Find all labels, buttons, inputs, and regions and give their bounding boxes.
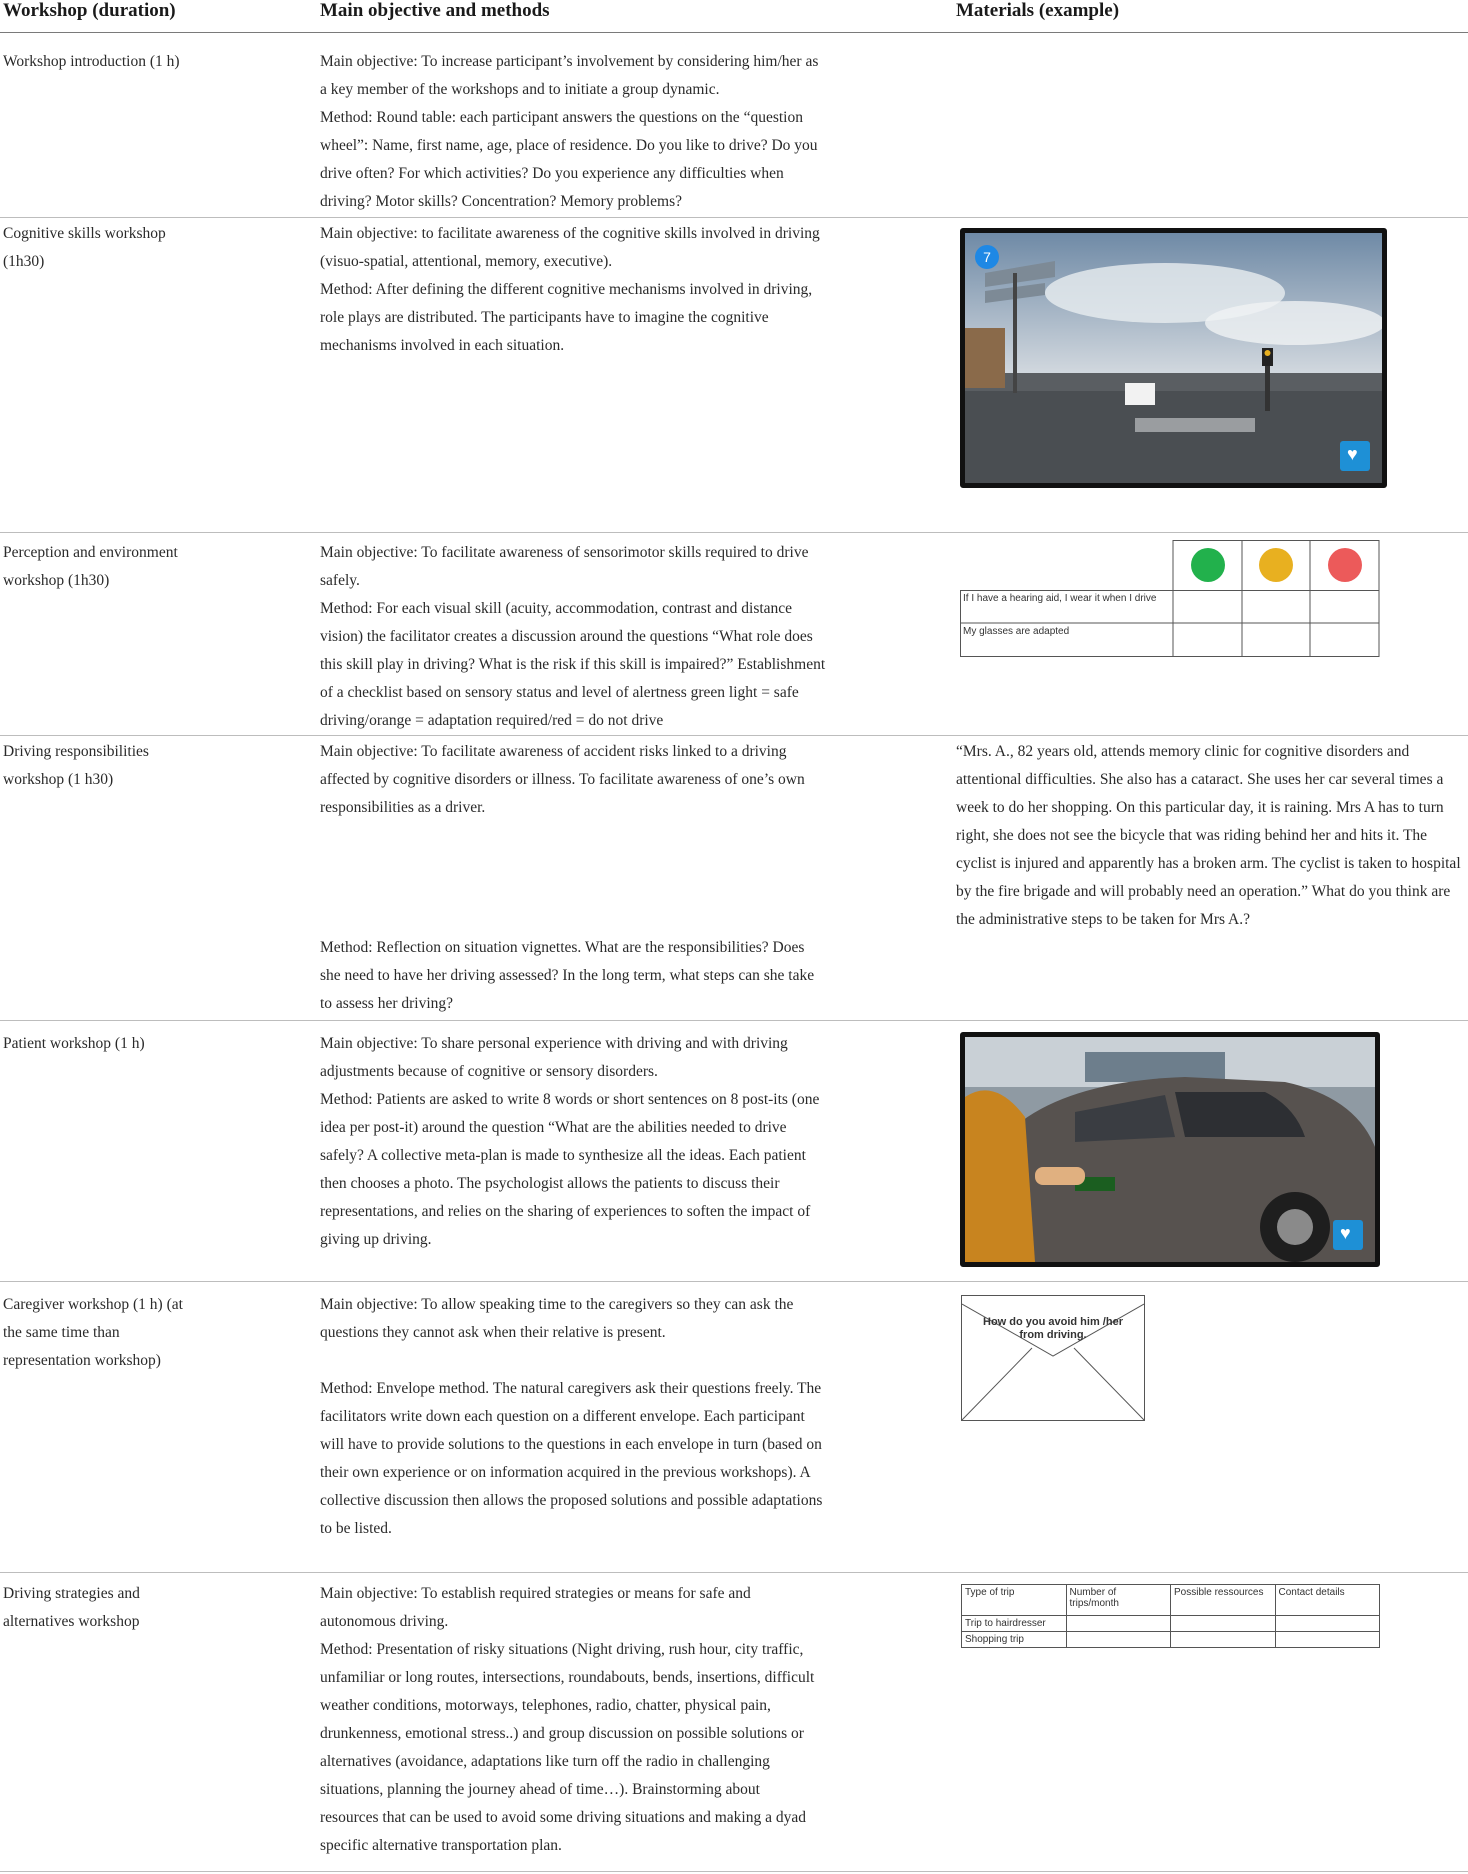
trip-header: Possible ressources [1171, 1585, 1276, 1616]
envelope-illustration [961, 1295, 1145, 1421]
refueling-illustration [965, 1037, 1375, 1262]
workshop-label: (1h30) [3, 253, 45, 270]
method-line: Method: For each visual skill (acuity, accommodation, contrast and distance [320, 600, 793, 617]
method-line: this skill play in driving? What is the risk if this skill is impaired?” Establishment [320, 656, 826, 673]
objective-line: Main objective: To allow speaking time to the caregivers so they can ask the [320, 1296, 794, 1313]
vignette-line: right, she does not see the bicycle that was riding behind her and hits it. The [956, 827, 1428, 844]
vignette-line: “Mrs. A., 82 years old, attends memory clinic for cognitive disorders and [956, 743, 1410, 760]
header-workshop: Workshop (duration) [3, 0, 176, 21]
sensory-checklist [960, 540, 1380, 660]
method-line: then chooses a photo. The psychologist allows the patients to discuss their [320, 1175, 780, 1192]
method-line: she need to have her driving assessed? In the long term, what steps can she take [320, 967, 815, 984]
row-3-workshop [3, 738, 303, 794]
header-objective: Main objective and methods [320, 0, 550, 21]
objective-line: Main objective: to facilitate awareness of the cognitive skills involved in driving [320, 225, 820, 242]
envelope-line: How do you avoid him /her [983, 1316, 1123, 1328]
row-divider [0, 1020, 1468, 1021]
row-5-text [320, 1291, 832, 1543]
row-divider [0, 1572, 1468, 1573]
objective-line: questions they cannot ask when their relative is present. [320, 1324, 666, 1341]
row-2-workshop [3, 539, 303, 595]
objective-line: (visuo-spatial, attentional, memory, executive). [320, 253, 613, 270]
row-0-text [320, 48, 832, 216]
objective-line: Main objective: To facilitate awareness of accident risks linked to a driving [320, 743, 787, 760]
method-line: driving? Motor skills? Concentration? Memory problems? [320, 193, 683, 210]
method-line: to assess her driving? [320, 995, 454, 1012]
table-bottom-rule [0, 1871, 1468, 1872]
method-line: safely? A collective meta-plan is made to synthesize all the ideas. Each patient [320, 1147, 806, 1164]
vignette-line: attentional difficulties. She also has a cataract. She uses her car several times a [956, 771, 1444, 788]
trip-row-label: Trip to hairdresser [962, 1616, 1067, 1632]
trip-header: Type of trip [962, 1585, 1067, 1616]
refueling-car-photo [960, 1032, 1380, 1267]
trip-cell [1171, 1632, 1276, 1648]
street-scene-illustration [965, 233, 1382, 483]
objective-line: adjustments because of cognitive or sensory disorders. [320, 1063, 658, 1080]
method-line: Method: Patients are asked to write 8 words or short sentences on 8 post-its (one [320, 1091, 820, 1108]
checklist-row-label: If I have a hearing aid, I wear it when I drive [963, 593, 1157, 604]
trip-header: Number of trips/month [1066, 1585, 1171, 1616]
vignette-line: by the fire brigade and will probably need an operation.” What do you think are [956, 883, 1451, 900]
method-line: role plays are distributed. The participants have to imagine the cognitive [320, 309, 769, 326]
method-line: representations, and relies on the sharing of experiences to soften the impact of [320, 1203, 811, 1220]
street-scene-photo [960, 228, 1387, 488]
workshop-label: Workshop introduction (1 h) [3, 53, 180, 70]
brand-logo-icon [1340, 441, 1370, 471]
trip-cell [1171, 1616, 1276, 1632]
envelope-flap [962, 1296, 1144, 1420]
checklist-row-label: My glasses are adapted [963, 626, 1070, 637]
method-line: giving up driving. [320, 1231, 432, 1248]
trip-header: Contact details [1275, 1585, 1380, 1616]
method-line: Method: Reflection on situation vignettes. What are the responsibilities? Does [320, 939, 805, 956]
method-line: situations, planning the journey ahead of time…). Brainstorming about [320, 1781, 760, 1798]
header-rule [0, 32, 1468, 33]
method-line: of a checklist based on sensory status and level of alertness green light = safe [320, 684, 799, 701]
envelope-question [962, 1316, 1144, 1342]
workshop-label: the same time than [3, 1324, 120, 1341]
row-divider [0, 532, 1468, 533]
method-line: drunkenness, emotional stress..) and group discussion on possible solutions or [320, 1725, 804, 1742]
red-light-icon [1328, 548, 1362, 582]
row-5-workshop [3, 1291, 303, 1375]
vignette-line: week to do her shopping. On this particular day, it is raining. Mrs A has to turn [956, 799, 1444, 816]
method-line: wheel”: Name, first name, age, place of residence. Do you like to drive? Do you [320, 137, 818, 154]
trip-planning-table [961, 1584, 1380, 1648]
objective-line: affected by cognitive disorders or illness. To facilitate awareness of one’s own [320, 771, 805, 788]
workshop-label: Driving strategies and [3, 1585, 140, 1602]
trip-cell [1066, 1632, 1171, 1648]
row-1-workshop [3, 220, 303, 276]
method-line: their own experience or on information acquired in the previous workshops). A [320, 1464, 811, 1481]
workshop-label: Cognitive skills workshop [3, 225, 166, 242]
objective-line: Main objective: To share personal experience with driving and with driving [320, 1035, 788, 1052]
workshop-label: workshop (1h30) [3, 572, 110, 589]
row-4-text [320, 1030, 832, 1254]
workshop-label: representation workshop) [3, 1352, 161, 1369]
vignette-line: cyclist is injured and apparently has a broken arm. The cyclist is taken to hospital [956, 855, 1461, 872]
row-1-text [320, 220, 832, 360]
method-line: specific alternative transportation plan. [320, 1837, 562, 1854]
row-2-text [320, 539, 832, 735]
workshop-label: Perception and environment [3, 544, 178, 561]
method-line: vision) the facilitator creates a discussion around the questions “What role does [320, 628, 813, 645]
trip-cell [1275, 1616, 1380, 1632]
row-3-vignette [956, 738, 1464, 934]
objective-line: a key member of the workshops and to initiate a group dynamic. [320, 81, 720, 98]
method-line: unfamiliar or long routes, intersections, roundabouts, bends, insertions, difficult [320, 1669, 815, 1686]
workshop-label: Patient workshop (1 h) [3, 1035, 145, 1052]
method-line: facilitators write down each question on a different envelope. Each participant [320, 1408, 805, 1425]
green-light-icon [1191, 548, 1225, 582]
method-line: Method: Round table: each participant answers the questions on the “question [320, 109, 803, 126]
row-0-workshop [3, 48, 303, 76]
trip-row-label: Shopping trip [962, 1632, 1067, 1648]
workshop-label: Driving responsibilities [3, 743, 149, 760]
row-3-text [320, 738, 832, 1018]
objective-line: safely. [320, 572, 360, 589]
method-line: weather conditions, motorways, telephones, radio, chatter, physical pain, [320, 1697, 771, 1714]
objective-line: Main objective: To facilitate awareness of sensorimotor skills required to drive [320, 544, 809, 561]
row-6-workshop [3, 1580, 303, 1636]
method-line: Method: Presentation of risky situations (Night driving, rush hour, city traffic, [320, 1641, 804, 1658]
header-materials: Materials (example) [956, 0, 1120, 21]
method-line: Method: After defining the different cognitive mechanisms involved in driving, [320, 281, 813, 298]
objective-line: autonomous driving. [320, 1613, 449, 1630]
objective-line: responsibilities as a driver. [320, 799, 486, 816]
row-6-text [320, 1580, 832, 1860]
method-line: Method: Envelope method. The natural caregivers ask their questions freely. The [320, 1380, 822, 1397]
objective-line: Main objective: To establish required strategies or means for safe and [320, 1585, 751, 1602]
brand-logo-icon [1333, 1220, 1363, 1250]
method-line: idea per post-it) around the question “What are the abilities needed to drive [320, 1119, 787, 1136]
method-line: alternatives (avoidance, adaptations like turn off the radio in challenging [320, 1753, 770, 1770]
video-number-badge: 7 [975, 245, 999, 269]
method-line: mechanisms involved in each situation. [320, 337, 565, 354]
row-divider [0, 217, 1468, 218]
objective-line: Main objective: To increase participant’s involvement by considering him/her as [320, 53, 819, 70]
vignette-line: the administrative steps to be taken for Mrs A.? [956, 911, 1251, 928]
workshop-label: alternatives workshop [3, 1613, 140, 1630]
trip-cell [1275, 1632, 1380, 1648]
workshop-label: workshop (1 h30) [3, 771, 114, 788]
method-line: will have to provide solutions to the questions in each envelope in turn (based on [320, 1436, 822, 1453]
row-4-workshop [3, 1030, 303, 1058]
method-line: to be listed. [320, 1520, 392, 1537]
orange-light-icon [1259, 548, 1293, 582]
trip-cell [1066, 1616, 1171, 1632]
envelope-line: from driving. [1019, 1329, 1087, 1341]
row-divider [0, 735, 1468, 736]
method-line: driving/orange = adaptation required/red = do not drive [320, 712, 664, 729]
method-line: resources that can be used to avoid some driving situations and making a dyad [320, 1809, 806, 1826]
row-divider [0, 1281, 1468, 1282]
method-line: collective discussion then allows the proposed solutions and possible adaptations [320, 1492, 823, 1509]
method-line: drive often? For which activities? Do you experience any difficulties when [320, 165, 784, 182]
workshop-label: Caregiver workshop (1 h) (at [3, 1296, 183, 1313]
